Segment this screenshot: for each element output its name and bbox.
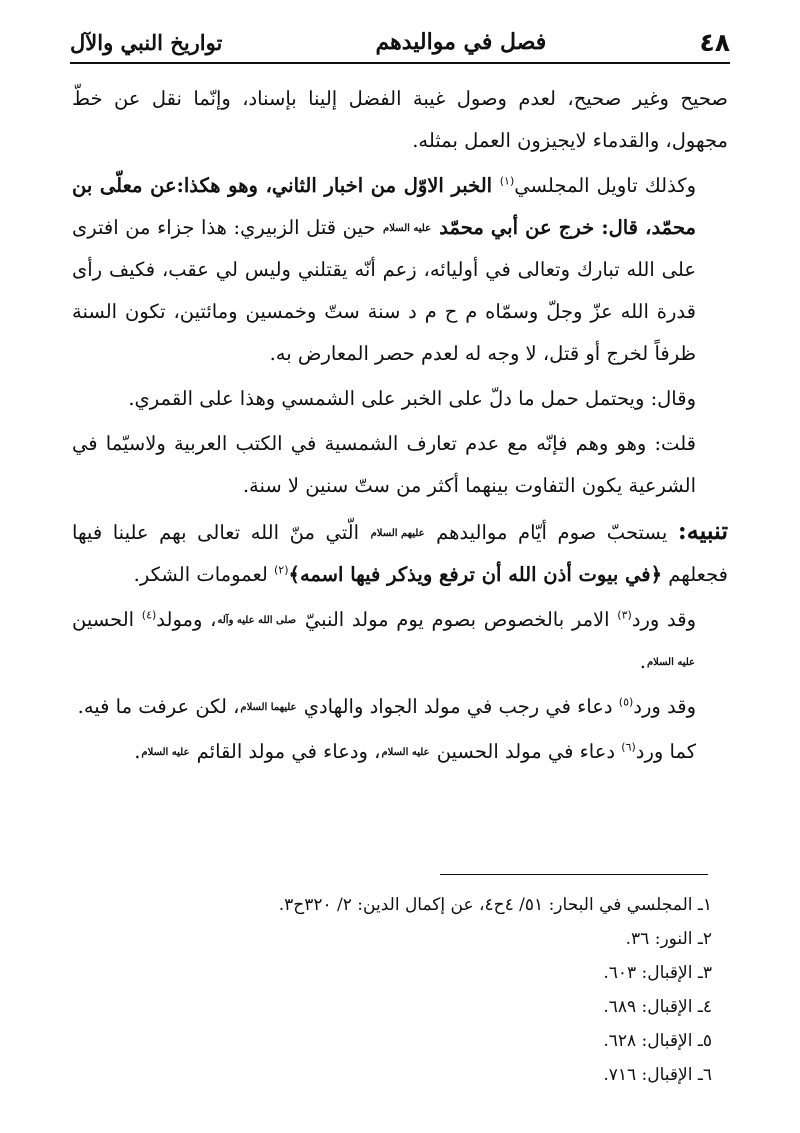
paragraph-text: يستحبّ صوم أيّام مواليدهم (425, 521, 678, 544)
footnote-ref: (٤) (141, 608, 157, 622)
main-text (72, 78, 728, 776)
footnote-2: ٢ـ النور: ٣٦. (625, 929, 712, 949)
honorific-mark: عليه السلام (141, 746, 190, 758)
paragraph-text: الامر بالخصوص بصوم يوم مولد النبيّ (297, 608, 618, 631)
footnote-5: ٥ـ الإقبال: ٦٢٨. (603, 1031, 712, 1051)
note-label: تنبيه: (677, 516, 728, 545)
honorific-mark: عليهما السلام (240, 701, 297, 713)
honorific-mark: صلى الله عليه وآله (217, 614, 297, 626)
footnote-ref: (٥) (618, 695, 634, 709)
footnote-4: ٤ـ الإقبال: ٦٨٩. (603, 997, 712, 1017)
paragraph-text: ، لكن عرفت ما فيه. (77, 695, 240, 718)
paragraph-text: وقد ورد (633, 695, 696, 718)
paragraph-text: دعاء في رجب في مولد الجواد والهادي (297, 695, 619, 718)
footnote-3: ٣ـ الإقبال: ٦٠٣. (603, 963, 712, 983)
paragraph-8 (72, 731, 728, 773)
paragraph-text: حين قتل الزبيري: هذا جزاء من افترى على الله تبارك وتعالى في أوليائه، زعم أنّه يقتلني وليس لي عقب، فكيف رأى قدرة الله عزّ وجلّ وسمّاه م ح م د سنة ستّ وخمسين ومائتين، تكون السنة ظرفاً لخرج أو قتل، لا وجه له لعدم حصر المعارض به. (72, 216, 696, 365)
paragraph-4 (72, 423, 728, 507)
paragraph-text: وقال: ويحتمل حمل ما دلّ على الخبر على الشمسي وهذا على القمري. (128, 387, 696, 410)
paragraph-7 (72, 686, 728, 728)
paragraph-text: دعاء في مولد الحسين (430, 740, 622, 763)
page-number: ٤٨ (699, 27, 730, 57)
paragraph-2 (72, 165, 728, 375)
footnote-ref: (١) (499, 174, 515, 188)
honorific-mark: عليه السلام (646, 656, 695, 668)
footnote-1: ١ـ المجلسي في البحار: ٥١/ ٤ح٤، عن إكمال الدين: ٢/ ٣٢٠ح٣. (278, 895, 712, 915)
footnote-6: ٦ـ الإقبال: ٧١٦. (603, 1065, 712, 1085)
footnote-ref: (٣) (617, 608, 632, 622)
paragraph-text: وقد ورد (631, 608, 696, 631)
page-header (70, 22, 730, 64)
honorific-mark: عليه السلام (383, 222, 432, 234)
paragraph-text: ، ومولد (156, 608, 217, 631)
quran-quote: ﴿في بيوت أذن الله أن ترفع ويذكر فيها اسمه﴾ (288, 563, 663, 586)
paragraph-text: الحسين (72, 608, 142, 631)
footnotes (60, 888, 712, 1092)
paragraph-text: الخبر الاوّل من اخبار الثاني، وهو هكذا:عن معلّى بن محمّد، قال: خرج عن أبي محمّد (72, 174, 696, 239)
paragraph-text: قلت: وهو وهم فإنّه مع عدم تعارف الشمسية في الكتب العربية ولاسيّما في الشرعية يكون التفاوت بينهما أكثر من ستّ سنين لا سنة. (72, 432, 696, 497)
paragraph-text: كما ورد (635, 740, 696, 763)
book-title: تواريخ النبي والآل (70, 29, 223, 55)
paragraph-6 (72, 599, 728, 683)
footnote-separator (440, 874, 708, 875)
chapter-title: فصل في مواليدهم (375, 29, 547, 55)
paragraph-text: الّتي منّ الله تعالى بهم علينا فيها فجعلهم (72, 521, 728, 586)
paragraph-text: وكذلك تاويل المجلسي (514, 174, 697, 197)
paragraph-1 (72, 78, 728, 162)
honorific-mark: عليه السلام (381, 746, 430, 758)
paragraph-text: ، ودعاء في مولد القائم (190, 740, 381, 763)
paragraph-text: لعمومات الشكر. (133, 563, 274, 586)
paragraph-3 (72, 378, 728, 420)
paragraph-text: صحيح وغير صحيح، لعدم وصول غيبة الفضل إلينا بإسناد، وإنّما نقل عن خطّ مجهول، والقدماء لايجيزون العمل بمثله. (72, 87, 728, 152)
paragraph-5 (72, 510, 728, 596)
paragraph-text: . (639, 650, 646, 673)
paragraph-text: . (134, 740, 141, 763)
footnote-ref: (٢) (274, 563, 289, 577)
honorific-mark: عليهم السلام (370, 527, 425, 539)
footnote-ref: (٦) (621, 740, 636, 754)
